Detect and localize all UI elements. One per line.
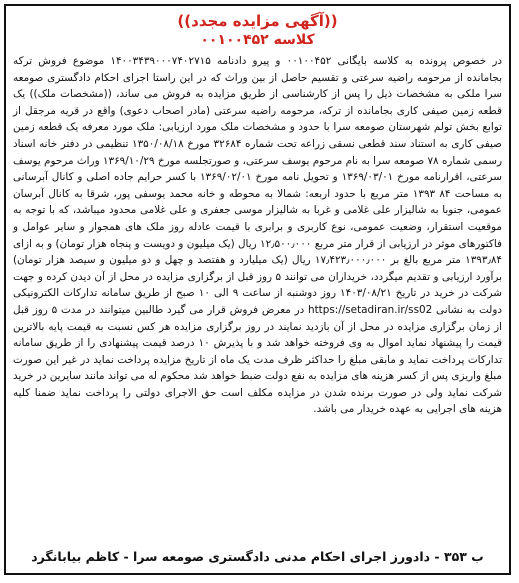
notice-body: در خصوص پرونده به کلاسه بایگانی ۰۰۱۰۰۴۵۲ و پیرو دادنامه ۱۴۰۰۳۴۳۹۰۰۰۷۴۰۲۷۱۵ موضوع فروش ترکه بجامانده از مرحومه راضیه سرعتی و تقسیم حاصل از بین وراث که در این راستا اجرای احکام دادگستری صومعه سرا ملکی به مشخصات ذیل را پس از کارشناسی از طریق مزایده به فروش می ساند، ((مشخصات ملک)) یک قطعه زمین صیفی کاری بجامانده از ترکه، مرحومه راضیه سرعتی (مادر اصحاب دعوی) واقع در قریه مرجقل از توابع بخش تولم شهرستان صومعه سرا با حدود و مشخصات ملک مورد ارزیابی: ملک مورد معرفه یک قطعه زمین صیفی کاری به استناد سند قطعی نسقی زراعه تحت شماره ۳۲۶۸۴ مورخ ۱۳۵۰/۰۸/۱۸ تنظیمی در دفتر خانه اسناد رسمی شماره ۷۸ صومعه سرا به نام مرحوم یوسف سرعتی، و صورتجلسه مورخ ۱۳۶۹/۱۰/۲۹ وراث مرحوم یوسف سرعتی، اقرارنامه مورخ ۱۳۶۹/۰۳/۰۱ و تحویل نامه مورخ ۱۳۶۹/۰۲/۰۱ با کسر حرایم جاده اصلی و کانال آبرسانی به مساحت ۸۴ ۱۳۹۳ متر مربع با حدود اربعه: شمالا به محوطه و خانه محمد یوسفی پور، شرقا به کانال آبرسان عمومی، جنوبا به شالیزار علی غلامی و غربا به شالیزار موسی جعفری و علی غلامی محدود میباشد، که با توجه به موقعیت استقرار، وضعیت عمومی، نوع کاربری و برابری با قیمت عادله روز ملک های همجوار و سایر عوامل و فاکتورهای موثر در ارزیابی از قرار متر مربع ۱۲٫۵۰۰٫۰۰۰ ریال (یک میلیون و دویست و پنجاه هزار تومان) و به ازای ۱۳۹۳٫۸۴ متر مربع بالغ بر ۱۷٫۴۲۳٫۰۰۰٫۰۰۰ ریال (یک میلیارد و هفتصد و چهل و دو میلیون و سیصد هزار تومان) برآورد ارزیابی و تقدیم میگردد، خریداران می توانند ۵ روز قبل از برگزاری مزایده در محل از آن دیدن کرده و جهت شرکت در خرید در تاریخ ۱۴۰۳/۰۸/۲۱ روز دوشنبه از ساعت ۹ الی ۱۰ صبح از طریق سامانه تدارکات الکترونیکی دولت به نشانی https://setadiran.ir/ss02 در معرض فروش قرار می گیرد طالبین میتوانند در مدت ۵ روز قبل از زمان برگزاری مزایده در محل از آن بازدید نمایند در روز برگزاری مزایده هر کس نسبت به قیمت پایه بالاترین قیمت را پیشنهاد نماید اموال به وی فروخته خواهد شد و با پذیرش ۱۰ درصد قیمت پیشنهادی را از طریق سامانه تدارکات پرداخت نماید و مابقی مبلغ را حداکثر ظرف مدت یک ماه از تاریخ مزایده پرداخت نماید در غیر این صورت مبلغ واریزی پس از کسر هزینه های مزایده به نفع دولت ضبط خواهد شد محکوم له می تواند مانند سایرین در خرید شرکت نماید ولی در صورت برنده شدن در مزایده مکلف است حق الاجرای دولتی را پرداخت نماید ضمنا کلیه هزینه های اجرایی به عهده خریدار می باشد.: [13, 55, 503, 416]
file-number: کلاسه ۰۰۱۰۰۴۵۲: [200, 32, 315, 48]
notice-frame: [4, 4, 511, 575]
notice-title: ((آگهی مزایده مجدد)): [177, 12, 338, 30]
notice-signature: ب ۳۵۳ - دادورز اجرای احکام مدنی دادگستری صومعه سرا - کاظم بیابانگرد: [31, 549, 484, 564]
notice-header: [6, 12, 509, 49]
